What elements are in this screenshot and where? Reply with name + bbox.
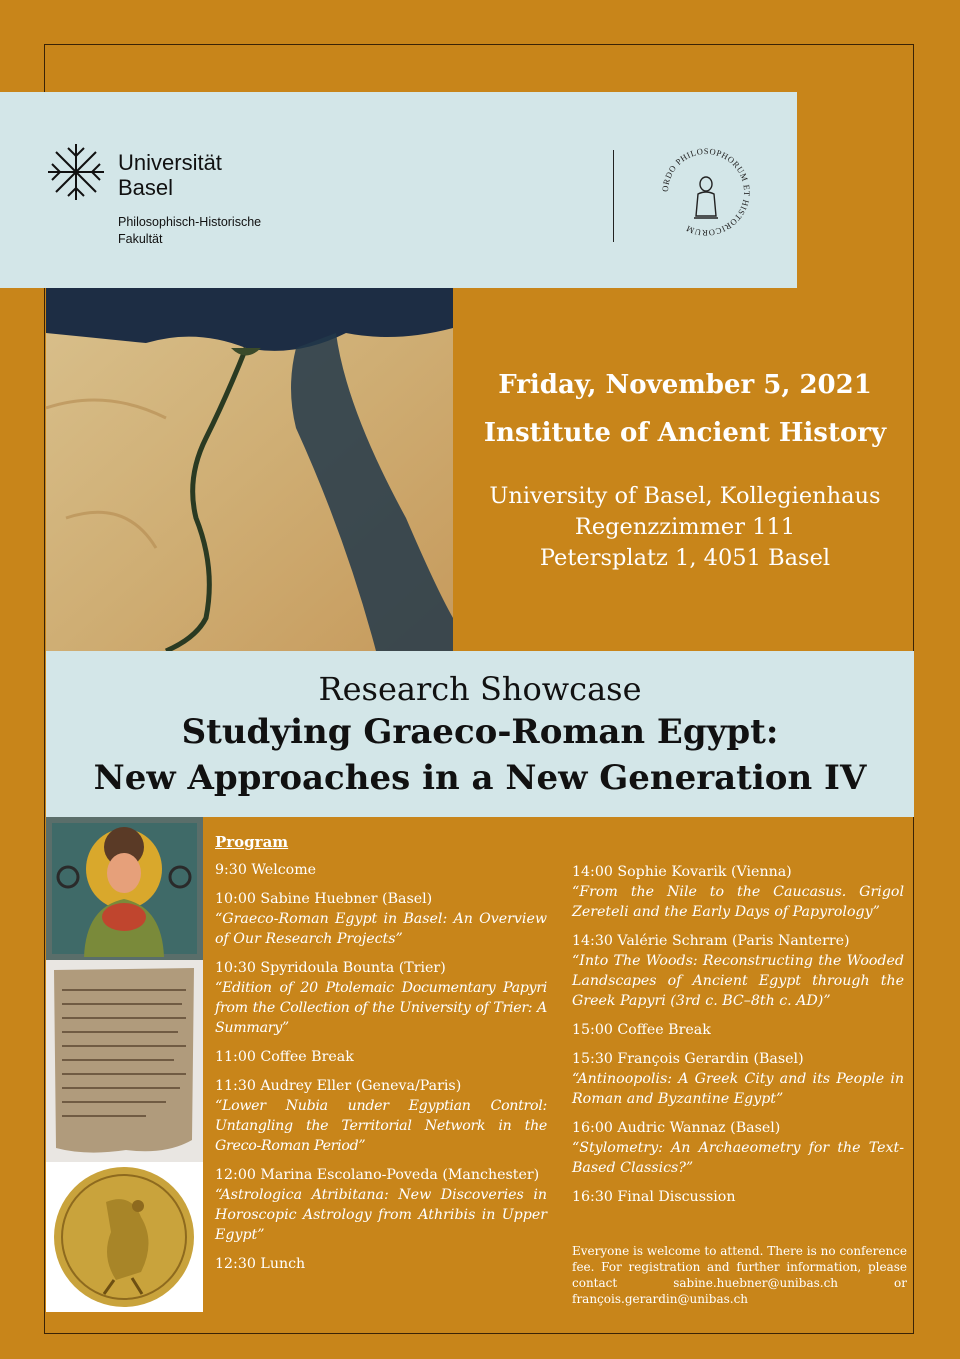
series-title: Research Showcase <box>318 670 642 708</box>
main-title-line-1: Studying Graeco-Roman Egypt: <box>181 712 779 752</box>
event-info <box>465 365 905 574</box>
program-item: 12:30 Lunch <box>215 1256 306 1272</box>
faculty-seal-icon <box>656 142 756 242</box>
satellite-map-egypt-image <box>46 288 453 651</box>
program-item: 12:00 Marina Escolano-Poveda (Manchester) “Astrologica Atribitana: New Discoveries in Horoscopic Astrology from Athribis in Upper Egypt” <box>215 1167 547 1243</box>
papyrus-image <box>46 960 203 1162</box>
program-item: 10:00 Sabine Huebner (Basel) “Graeco-Roman Egypt in Basel: An Overview of Our Research Projects” <box>215 891 547 947</box>
event-institute: Institute of Ancient History <box>483 418 887 448</box>
registration-note: Everyone is welcome to attend. There is no conference fee. For registration and further information, please contact sabine.huebner@unibas.ch or françois.gerardin@unibas.ch <box>572 1244 907 1306</box>
program-item: 15:30 François Gerardin (Basel) “Antinoopolis: A Greek City and its People in Roman and Byzantine Egypt” <box>572 1051 904 1107</box>
event-venue: University of Basel, Kollegienhaus Regenzzimmer 111 Petersplatz 1, 4051 Basel <box>489 483 881 571</box>
main-title-line-2: New Approaches in a New Generation IV <box>93 758 867 798</box>
program-column-right <box>572 862 904 1216</box>
program-item: 14:30 Valérie Schram (Paris Nanterre) “Into The Woods: Reconstructing the Wooded Landscapes of Ancient Egypt through the Greek Papyri (3rd c. BC–8th c. AD)” <box>572 933 904 1009</box>
program-column-left <box>215 832 547 1283</box>
program-item: 10:30 Spyridoula Bounta (Trier) “Edition of 20 Ptolemaic Documentary Papyri from the Collection of the University of Trier: A Summary” <box>215 960 547 1036</box>
program-item: 11:00 Coffee Break <box>215 1049 354 1065</box>
header-divider <box>613 150 614 242</box>
university-logo-icon <box>46 142 106 202</box>
coptic-textile-image <box>46 817 203 960</box>
program-item: 14:00 Sophie Kovarik (Vienna) “From the Nile to the Caucasus. Grigol Zereteli and the Early Days of Papyrology” <box>572 864 904 920</box>
header-band <box>0 92 797 288</box>
program-item: 15:00 Coffee Break <box>572 1022 711 1038</box>
program-heading: Program <box>215 833 289 851</box>
gold-coin-eagle-image <box>46 1162 203 1312</box>
university-name: Universität Basel <box>118 150 222 200</box>
program-item: 16:30 Final Discussion <box>572 1189 736 1205</box>
event-date: Friday, November 5, 2021 <box>498 370 872 400</box>
program-item: 11:30 Audrey Eller (Geneva/Paris) “Lower Nubia under Egyptian Control: Untangling the Territorial Network in the Greco-Roman Period” <box>215 1078 547 1154</box>
title-band <box>46 651 914 817</box>
faculty-name: Philosophisch-Historische Fakultät <box>118 215 262 246</box>
side-images <box>46 817 203 1312</box>
seal-text: ORDO PHILOSOPHORUM ET HISTORICORUM <box>659 145 753 239</box>
program-item: 16:00 Audric Wannaz (Basel) “Stylometry: An Archaeometry for the Text-Based Classics?” <box>572 1120 904 1176</box>
program-item: 9:30 Welcome <box>215 862 317 878</box>
